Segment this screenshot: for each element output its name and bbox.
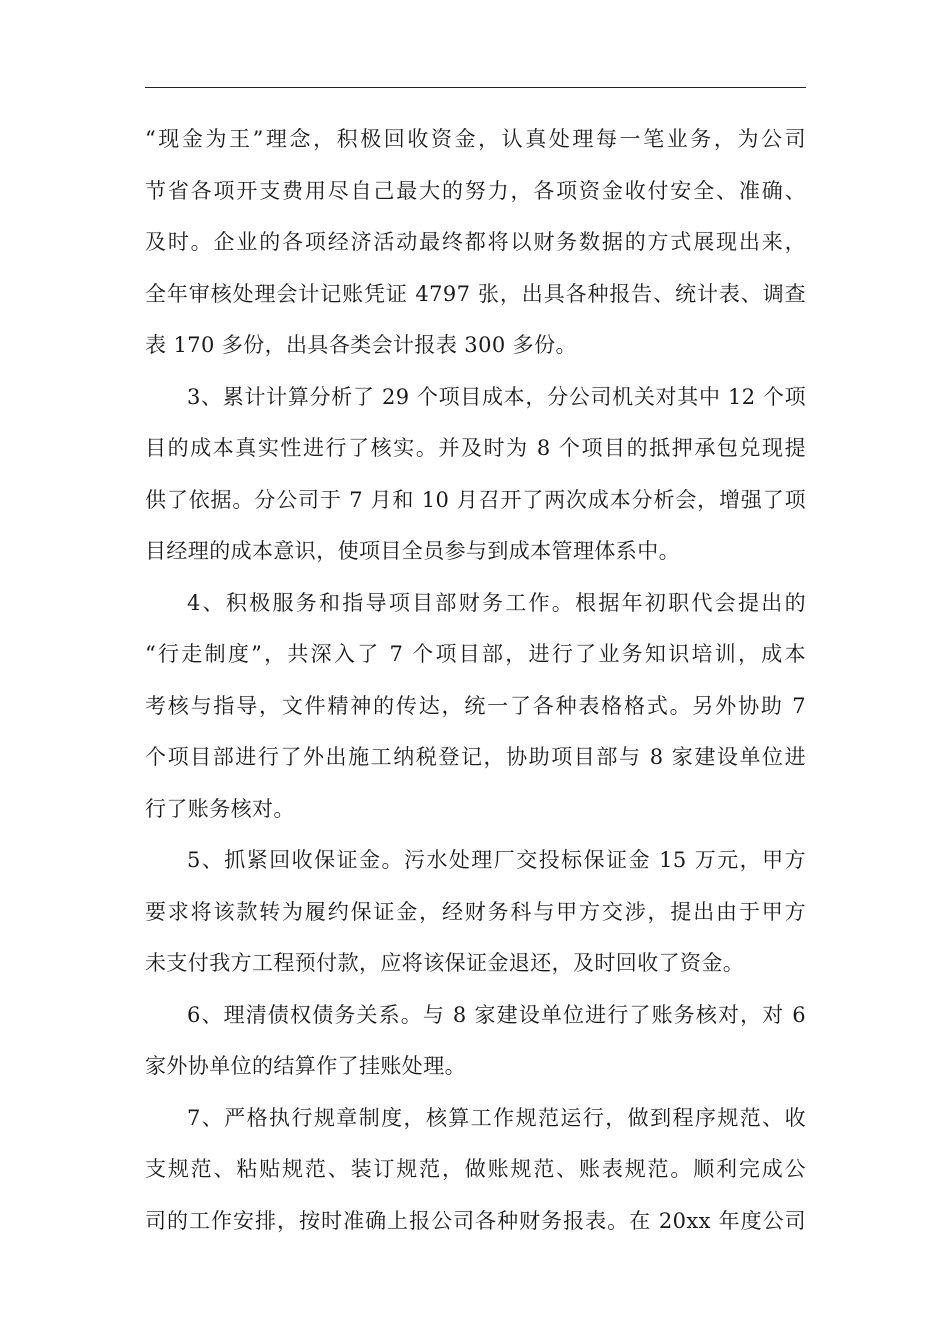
text-line: 司的工作安排，按时准确上报公司各种财务报表。在 20xx 年度公司 — [145, 1208, 806, 1233]
paragraph — [145, 372, 806, 578]
text-line: 支规范、粘贴规范、装订规范，做账规范、账表规范。顺利完成公 — [145, 1157, 806, 1181]
text-line: 节省各项开支费用尽自己最大的努力，各项资金收付安全、准确、 — [145, 178, 806, 203]
text-line: 4、积极服务和指导项目部财务工作。根据年初职代会提出的 — [187, 590, 806, 615]
text-line: 行了账务核对。 — [145, 796, 295, 821]
text-line: 家外协单位的结算作了挂账处理。 — [145, 1054, 466, 1078]
text-line: 考核与指导，文件精神的传达，统一了各种表格格式。另外协助 7 — [145, 693, 806, 718]
text-line: “现金为王”理念，积极回收资金，认真处理每一笔业务，为公司 — [145, 127, 806, 151]
text-line: 6、理清债权债务关系。与 8 家建设单位进行了账务核对，对 6 — [187, 1002, 806, 1027]
text-line: 目经理的成本意识，使项目全员参与到成本管理体系中。 — [145, 539, 680, 563]
text-line: 表 170 多份，出具各类会计报表 300 多份。 — [145, 333, 577, 357]
text-line: 及时。企业的各项经济活动最终都将以财务数据的方式展现出来， — [145, 230, 806, 254]
text-line: 要求将该款转为履约保证金，经财务科与甲方交涉，提出由于甲方 — [145, 899, 806, 924]
text-line: 5、抓紧回收保证金。污水处理厂交投标保证金 15 万元，甲方 — [187, 848, 806, 872]
header-rule — [145, 87, 806, 88]
text-line: 未支付我方工程预付款，应将该保证金退还，及时回收了资金。 — [145, 951, 745, 975]
text-line: 3、累计计算分析了 29 个项目成本，分公司机关对其中 12 个项 — [187, 384, 806, 409]
paragraph — [145, 835, 806, 990]
text-line: 供了依据。分公司于 7 月和 10 月召开了两次成本分析会，增强了项 — [145, 487, 806, 512]
paragraph — [145, 578, 806, 836]
paragraph — [145, 114, 806, 372]
text-line: 7、严格执行规章制度，核算工作规范运行，做到程序规范、收 — [187, 1105, 806, 1130]
paragraph — [145, 1093, 806, 1248]
document-body — [145, 114, 806, 1247]
text-line: 目的成本真实性进行了核实。并及时为 8 个项目的抵押承包兑现提 — [145, 436, 806, 460]
paragraph — [145, 990, 806, 1093]
text-line: 全年审核处理会计记账凭证 4797 张，出具各种报告、统计表、调查 — [145, 281, 806, 306]
text-line: 个项目部进行了外出施工纳税登记，协助项目部与 8 家建设单位进 — [145, 745, 806, 769]
text-line: “行走制度”，共深入了 7 个项目部，进行了业务知识培训，成本 — [145, 642, 806, 666]
